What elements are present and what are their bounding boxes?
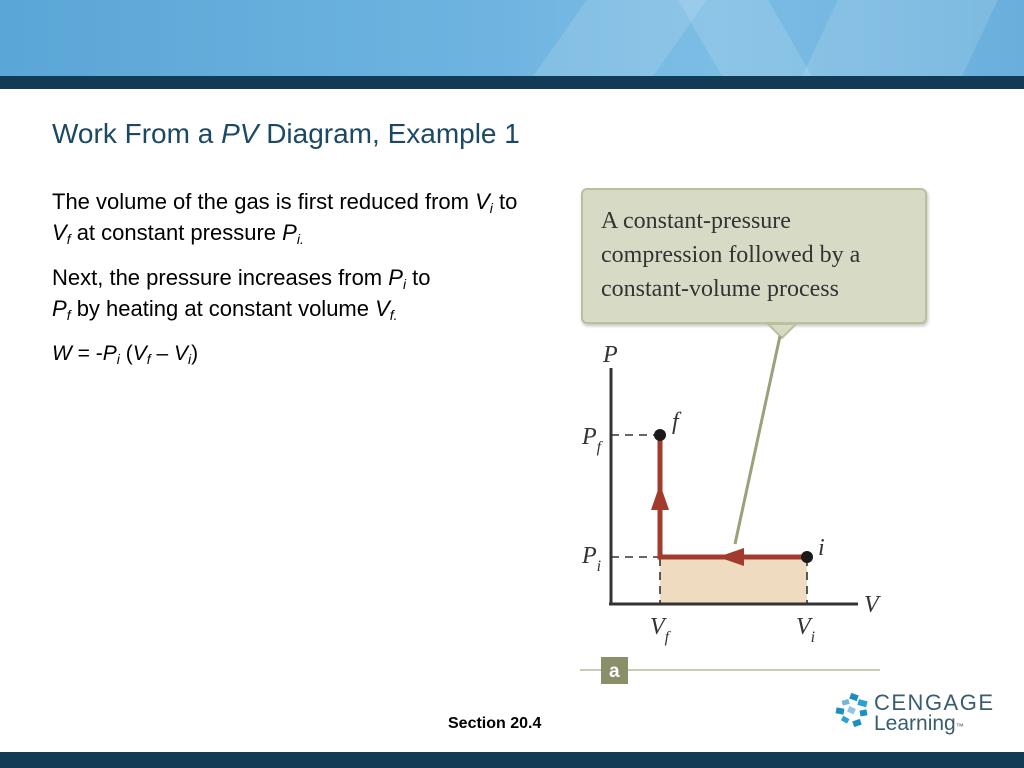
bottom-stripe (0, 752, 1024, 768)
callout-leader-line (735, 336, 780, 544)
logo-subword: Learning™ (874, 712, 964, 735)
tick-label-vf: $V_f$ (650, 614, 670, 646)
logo-wordmark: CENGAGE (874, 690, 995, 715)
point-f-label: f (672, 409, 679, 435)
callout-line: constant-volume process (601, 276, 839, 302)
banner-facet (802, 0, 997, 76)
paragraph-isochoric: Next, the pressure increases from $P_i$ to $P_f$ by heating at constant volume $V_{f.}$ (52, 265, 431, 323)
callout-box (581, 188, 927, 324)
callout-pointer (768, 324, 796, 338)
cengage-logo-icon (832, 692, 872, 732)
p-axis-label: P (603, 342, 618, 368)
work-formula: $W = -P_i$ $(V_f - V_i)$ (52, 342, 199, 367)
tick-label-vi: $V_i$ (796, 614, 816, 646)
tick-label-pf: $P_f$ (582, 424, 602, 456)
callout-line: A constant-pressure (601, 208, 791, 234)
point-i-label: i (818, 535, 825, 561)
slide-title: Work From a PV Diagram, Example 1 (52, 118, 520, 149)
point-f (654, 429, 666, 441)
point-i (801, 551, 813, 563)
banner-facet (533, 0, 706, 76)
v-axis-label: V (864, 592, 879, 618)
paragraph-isobaric: The volume of the gas is first reduced from $V_i$ to $V_f$ at constant pressure $P_{i.}$ (52, 189, 518, 247)
section-label: Section 20.4 (448, 715, 542, 732)
panel-label: a (609, 661, 620, 682)
tick-label-pi: $P_i$ (582, 543, 602, 575)
cengage-logo (832, 690, 995, 740)
body-text (52, 186, 522, 383)
top-banner (0, 0, 1024, 76)
banner-stripe (0, 76, 1024, 89)
work-area (660, 558, 807, 604)
banner-facet (678, 0, 812, 76)
pv-diagram (560, 320, 900, 690)
callout-line: compression followed by a (601, 242, 861, 268)
process-path (660, 435, 807, 557)
heating-arrow (651, 484, 669, 510)
